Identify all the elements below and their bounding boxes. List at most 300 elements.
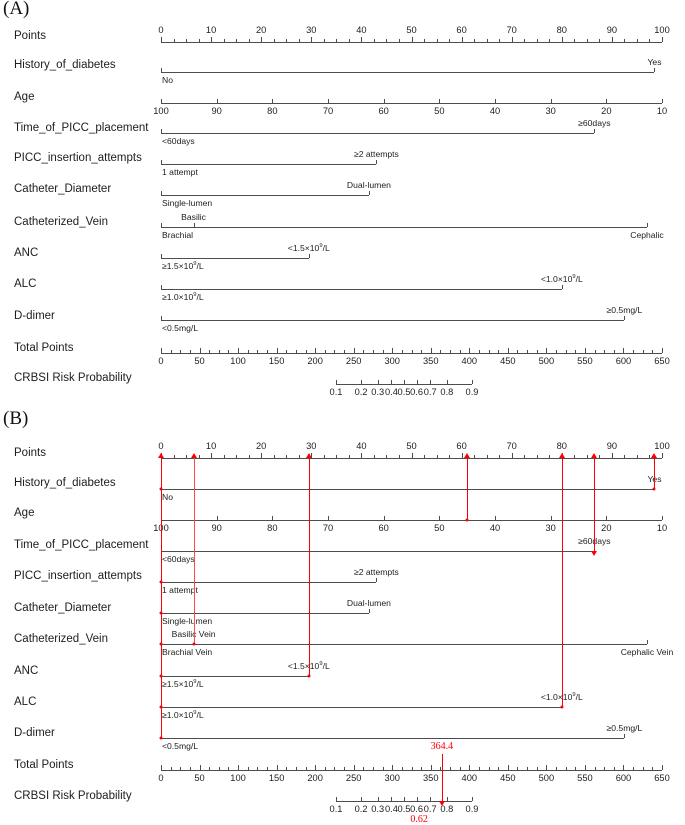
attempts-scale-level-label: ≥2 attempts (354, 149, 399, 159)
age-tick-label: 40 (489, 106, 501, 116)
total-points-tick-label: 350 (423, 773, 439, 783)
total-points-minor-tick (450, 767, 451, 770)
total-points-tick (623, 348, 624, 353)
points-axis-b-minor-tick (549, 455, 550, 458)
points-axis-b-minor-tick (199, 455, 200, 458)
reading-point-zero (160, 643, 163, 646)
vein-basilic-label: Basilic Vein (171, 629, 216, 639)
points-axis-major-tick (462, 37, 463, 42)
points-axis-tick-label: 30 (306, 25, 317, 35)
points-axis-b-tick-label: 40 (356, 441, 367, 451)
points-axis-minor-tick (349, 39, 350, 42)
risk-tick (336, 797, 337, 801)
total-points-tick-label: 650 (654, 356, 670, 366)
row-label-picc-time-b: Time_of_PICC_placement (14, 539, 149, 551)
age-tick-label: 90 (211, 106, 222, 116)
total-points-tick-label: 400 (461, 773, 478, 783)
ddimer-scale-cap-tick (161, 316, 162, 320)
points-axis-tick-label: 100 (654, 25, 670, 35)
total-points-tick-label: 100 (230, 773, 246, 783)
total-points-tick-label: 500 (538, 356, 555, 366)
total-points-tick (662, 348, 663, 353)
age-tick (662, 99, 663, 103)
points-axis-minor-tick (499, 39, 500, 42)
total-points-minor-tick (604, 350, 605, 353)
row-label-ddimer: D-dimer (14, 310, 55, 322)
risk-tick (391, 797, 392, 801)
diabetes-scale-b-level-label: No (162, 492, 173, 502)
reading-line-anc (309, 458, 310, 677)
age-tick (439, 99, 440, 103)
risk-tick (430, 797, 431, 801)
points-axis-b-minor-tick (374, 455, 375, 458)
total-points-minor-tick (460, 767, 461, 770)
points-axis-tick-label: 20 (256, 25, 267, 35)
ddimer-scale-level-label: ≥0.5mg/L (606, 305, 643, 315)
points-axis-b-minor-tick (424, 455, 425, 458)
ddimer-scale-b-level-label: ≥0.5mg/L (606, 723, 643, 733)
row-label-alc: ALC (14, 278, 37, 290)
points-axis-b-tick-label: 60 (456, 441, 467, 451)
vein-scale-line (161, 227, 647, 228)
total-points-tick (238, 765, 239, 770)
total-points-minor-tick (306, 767, 307, 770)
alc-scale-b-level-label: $<1.0\times 10^9/L$ (540, 692, 583, 702)
vein-scale-cap-tick (647, 223, 648, 227)
reading-arrowhead-risk (439, 801, 445, 806)
total-points-tick (277, 765, 278, 770)
points-axis-minor-tick (574, 39, 575, 42)
points-axis-b-minor-tick (386, 455, 387, 458)
risk-tick-label: 0.4 (384, 387, 398, 397)
age-tick (328, 516, 329, 520)
points-axis-tick-label: 50 (406, 25, 417, 35)
age-tick-label: 30 (545, 106, 556, 116)
reading-point-anc (307, 675, 310, 678)
points-axis-major-tick (562, 37, 563, 42)
total-points-tick-label: 150 (268, 773, 285, 783)
points-axis-b-minor-tick (524, 455, 525, 458)
total-points-minor-tick (421, 350, 422, 353)
points-axis-minor-tick (324, 39, 325, 42)
row-label-risk: CRBSI Risk Probability (14, 372, 132, 384)
reading-point-alc (560, 706, 563, 709)
picc-time-scale-level-label: ≥60days (578, 118, 611, 128)
age-tick (217, 99, 218, 103)
vein-scale-level-label: Cephalic (630, 230, 664, 240)
total-points-minor-tick (171, 350, 172, 353)
picc-time-scale-b-level-label: ≥60days (578, 536, 611, 546)
total-points-tick-label: 300 (384, 356, 400, 366)
anc-scale-b-level-label: $\ge 1.5\times 10^9/L$ (162, 679, 204, 689)
alc-scale-cap-tick (161, 285, 162, 289)
diabetes-scale-cap-tick (161, 68, 162, 72)
row-label-attempts-b: PICC_insertion_attempts (14, 570, 142, 582)
age-tick-label: 60 (378, 106, 389, 116)
points-axis-minor-tick (537, 39, 538, 42)
total-points-minor-tick (402, 350, 403, 353)
age-tick-label: 20 (601, 106, 612, 116)
anc-scale-level-label: $<1.5\times 10^9/L$ (287, 243, 330, 253)
diameter-scale-b-level-label: Single-lumen (162, 616, 213, 626)
points-axis-b-minor-tick (349, 455, 350, 458)
total-points-tick (662, 765, 663, 770)
total-points-minor-tick (219, 767, 220, 770)
reading-point-basilic (192, 643, 195, 646)
points-axis-minor-tick (524, 39, 525, 42)
points-axis-minor-tick (437, 39, 438, 42)
points-axis-b-major-tick (612, 453, 613, 458)
risk-tick (378, 797, 379, 801)
risk-tick (430, 380, 431, 384)
row-label-picc-time: Time_of_PICC_placement (14, 122, 149, 134)
age-tick (272, 516, 273, 520)
risk-scale-b-line (336, 801, 472, 802)
points-axis-b-minor-tick (587, 455, 588, 458)
total-points-minor-tick (498, 350, 499, 353)
points-axis-major-tick (161, 37, 162, 42)
risk-tick-label: 0.9 (465, 804, 479, 814)
total-points-minor-tick (643, 350, 644, 353)
panel-b (0, 408, 685, 825)
panel-b-label: (B) (3, 408, 29, 429)
picc-time-scale-cap-tick (161, 129, 162, 133)
total-points-minor-tick (334, 767, 335, 770)
points-axis-b-minor-tick (624, 455, 625, 458)
vein-scale-b-line (161, 644, 647, 645)
total-points-tick (392, 348, 393, 353)
alc-scale-level-label: $<1.0\times 10^9/L$ (540, 274, 583, 284)
points-axis-b-minor-tick (537, 455, 538, 458)
picc-time-scale-b-level-label: <60days (162, 554, 195, 564)
total-points-minor-tick (652, 767, 653, 770)
total-points-minor-tick (286, 350, 287, 353)
total-points-tick-label: 0 (158, 356, 164, 366)
risk-tick (361, 797, 362, 801)
attempts-scale-b-level-label: ≥2 attempts (354, 567, 399, 577)
total-points-minor-tick (267, 767, 268, 770)
total-points-minor-tick (421, 767, 422, 770)
alc-scale-b-level-label: $\ge 1.0\times 10^9/L$ (162, 710, 204, 720)
total-points-tick-label: 100 (230, 356, 246, 366)
age-tick-label: 50 (434, 523, 445, 533)
points-axis-minor-tick (249, 39, 250, 42)
points-axis-b-minor-tick (299, 455, 300, 458)
total-points-tick-label: 400 (461, 356, 478, 366)
total-points-value: 364.4 (430, 741, 454, 752)
points-axis-tick-label: 60 (456, 25, 467, 35)
reading-line-basilic (194, 458, 195, 645)
points-axis-tick-label: 40 (356, 25, 367, 35)
vein-scale-b-level-label: Cephalic Vein (620, 647, 674, 657)
risk-tick (336, 380, 337, 384)
total-points-minor-tick (566, 350, 567, 353)
age-tick-label: 70 (322, 106, 334, 116)
age-tick-label: 100 (153, 106, 169, 116)
total-points-minor-tick (228, 350, 229, 353)
age-tick-label: 50 (434, 106, 445, 116)
anc-scale-cap-tick (161, 254, 162, 258)
vein-basilic-tick (194, 223, 195, 227)
points-axis-b-tick-label: 30 (306, 441, 317, 451)
points-axis-minor-tick (474, 39, 475, 42)
points-axis-b-minor-tick (174, 455, 175, 458)
points-axis-minor-tick (174, 39, 175, 42)
total-points-tick (354, 765, 355, 770)
total-points-minor-tick (228, 767, 229, 770)
diameter-scale-level-label: Single-lumen (162, 198, 213, 208)
vein-basilic-label: Basilic (181, 212, 206, 222)
age-tick (495, 99, 496, 103)
diameter-scale-level-label: Dual-lumen (346, 180, 391, 190)
age-tick (384, 516, 385, 520)
age-tick (439, 516, 440, 520)
age-tick-label: 20 (601, 523, 612, 533)
points-axis-major-tick (211, 37, 212, 42)
total-points-minor-tick (325, 350, 326, 353)
points-axis-major-tick (662, 37, 663, 42)
diameter-scale-b-level-label: Dual-lumen (346, 598, 391, 608)
total-points-minor-tick (296, 767, 297, 770)
points-axis-b-tick-label: 90 (606, 441, 618, 451)
risk-tick-label: 0.5 (397, 804, 411, 814)
row-label-anc-b: ANC (14, 665, 39, 677)
total-points-scale-b-line (161, 770, 662, 771)
risk-tick (391, 380, 392, 384)
total-points-minor-tick (286, 767, 287, 770)
attempts-scale-b-cap-tick (376, 578, 377, 582)
points-axis-minor-tick (186, 39, 187, 42)
total-points-minor-tick (479, 350, 480, 353)
ddimer-scale-line (161, 320, 624, 321)
risk-tick-label: 0.8 (440, 804, 454, 814)
reading-point-zero (160, 706, 163, 709)
age-tick (495, 516, 496, 520)
points-axis-b-tick-label: 50 (406, 441, 417, 451)
risk-tick (361, 380, 362, 384)
age-tick (384, 99, 385, 103)
total-points-minor-tick (363, 767, 364, 770)
age-tick-label: 70 (322, 523, 334, 533)
diabetes-scale-cap-tick (654, 68, 655, 72)
total-points-tick-label: 350 (423, 356, 439, 366)
points-axis-b-minor-tick (599, 455, 600, 458)
total-points-minor-tick (325, 767, 326, 770)
age-tick (161, 99, 162, 103)
anc-scale-line (161, 258, 309, 259)
risk-tick-label: 0.3 (371, 387, 385, 397)
age-tick-label: 60 (378, 523, 389, 533)
total-points-minor-tick (537, 350, 538, 353)
attempts-scale-line (161, 164, 376, 165)
total-points-tick-label: 150 (268, 356, 285, 366)
total-points-tick (623, 765, 624, 770)
total-points-minor-tick (383, 767, 384, 770)
reading-arrow-alc (559, 453, 565, 458)
points-axis-major-tick (261, 37, 262, 42)
age-tick-label: 80 (267, 523, 278, 533)
total-points-tick-label: 550 (577, 773, 593, 783)
points-axis-minor-tick (236, 39, 237, 42)
vein-scale-cap-tick (161, 223, 162, 227)
total-points-tick-label: 250 (345, 356, 362, 366)
total-points-tick (508, 348, 509, 353)
points-axis-b-tick-label: 0 (158, 441, 164, 451)
total-points-minor-tick (373, 767, 374, 770)
row-label-age-b: Age (14, 507, 35, 519)
panel-a (0, 0, 685, 410)
attempts-scale-b-level-label: 1 attempt (162, 585, 198, 595)
points-axis-minor-tick (637, 39, 638, 42)
risk-tick-label: 0.2 (354, 804, 368, 814)
row-label-ddimer-b: D-dimer (14, 727, 55, 739)
total-points-minor-tick (296, 350, 297, 353)
points-axis-b-tick-label: 20 (256, 441, 267, 451)
total-points-tick-label: 200 (307, 356, 323, 366)
total-points-minor-tick (180, 350, 181, 353)
risk-tick-label: 0.1 (329, 804, 343, 814)
total-points-minor-tick (575, 350, 576, 353)
total-points-tick (508, 765, 509, 770)
total-points-minor-tick (267, 350, 268, 353)
points-axis-tick-label: 80 (556, 25, 567, 35)
total-points-tick-label: 200 (307, 773, 323, 783)
total-points-tick-label: 600 (615, 356, 632, 366)
points-axis-b-major-tick (662, 453, 663, 458)
row-label-diabetes-b: History_of_diabetes (14, 477, 116, 489)
points-axis-minor-tick (587, 39, 588, 42)
total-points-minor-tick (257, 767, 258, 770)
total-points-minor-tick (595, 767, 596, 770)
points-axis-minor-tick (286, 39, 287, 42)
age-tick-label: 100 (153, 523, 169, 533)
total-points-minor-tick (373, 350, 374, 353)
total-points-minor-tick (633, 350, 634, 353)
reading-point-zero (160, 488, 163, 491)
total-points-minor-tick (344, 350, 345, 353)
points-axis-b-tick-label: 10 (205, 441, 217, 451)
risk-tick-label: 0.7 (423, 804, 437, 814)
total-points-tick (315, 765, 316, 770)
reading-point-zero (160, 612, 163, 615)
risk-tick (417, 797, 418, 801)
risk-tick-label: 0.8 (440, 387, 454, 397)
points-axis-tick-label: 90 (606, 25, 618, 35)
total-points-minor-tick (248, 350, 249, 353)
points-axis-tick-label: 10 (205, 25, 217, 35)
age-tick (662, 516, 663, 520)
risk-tick-label: 0.4 (384, 804, 398, 814)
ddimer-scale-b-level-label: <0.5mg/L (162, 741, 199, 751)
total-points-minor-tick (498, 767, 499, 770)
total-points-tick-label: 550 (577, 356, 593, 366)
total-points-tick (161, 348, 162, 353)
total-points-minor-tick (527, 767, 528, 770)
total-points-minor-tick (633, 767, 634, 770)
total-points-minor-tick (595, 350, 596, 353)
total-points-minor-tick (450, 350, 451, 353)
points-axis-b-minor-tick (637, 455, 638, 458)
risk-probability-value: 0.62 (410, 814, 428, 825)
points-axis-tick-label: 0 (158, 25, 164, 35)
age-tick (217, 516, 218, 520)
total-points-tick (392, 765, 393, 770)
total-points-minor-tick (566, 767, 567, 770)
total-points-minor-tick (190, 350, 191, 353)
total-points-tick (200, 765, 201, 770)
points-axis-minor-tick (336, 39, 337, 42)
row-label-age: Age (14, 91, 35, 103)
age-tick-label: 10 (656, 106, 668, 116)
age-scale-line (161, 103, 662, 104)
total-points-minor-tick (527, 350, 528, 353)
row-label-risk-b: CRBSI Risk Probability (14, 790, 132, 802)
total-points-minor-tick (652, 350, 653, 353)
points-axis-minor-tick (649, 39, 650, 42)
diabetes-scale-b-level-label: Yes (647, 474, 662, 484)
anc-scale-level-label: $\ge 1.5\times 10^9/L$ (162, 261, 204, 271)
total-points-tick (277, 348, 278, 353)
reading-point-age (465, 519, 468, 522)
risk-tick (447, 797, 448, 801)
points-axis-minor-tick (449, 39, 450, 42)
reading-line-picc-time (594, 458, 595, 552)
vein-scale-level-label: Brachial (162, 230, 194, 240)
points-axis-major-tick (612, 37, 613, 42)
points-axis-b-tick-label: 100 (654, 441, 670, 451)
age-tick (606, 99, 607, 103)
attempts-scale-cap-tick (376, 160, 377, 164)
points-axis-b-minor-tick (186, 455, 187, 458)
ddimer-scale-b-cap-tick (624, 734, 625, 738)
points-axis-b-line (161, 458, 662, 459)
total-points-minor-tick (209, 350, 210, 353)
total-points-tick-label: 600 (615, 773, 632, 783)
total-points-tick-label: 650 (654, 773, 670, 783)
age-tick-label: 30 (545, 523, 556, 533)
points-axis-b-minor-tick (487, 455, 488, 458)
total-points-minor-tick (643, 767, 644, 770)
diabetes-scale-line (161, 72, 654, 73)
points-axis-b-minor-tick (574, 455, 575, 458)
risk-scale-line (336, 384, 472, 385)
row-label-total-points: Total Points (14, 342, 74, 354)
vein-scale-b-level-label: Brachial Vein (162, 647, 213, 657)
points-axis-minor-tick (599, 39, 600, 42)
points-axis-b-minor-tick (649, 455, 650, 458)
points-axis-b-minor-tick (236, 455, 237, 458)
total-points-tick-label: 0 (158, 773, 164, 783)
points-axis-b-minor-tick (437, 455, 438, 458)
points-axis-b-minor-tick (286, 455, 287, 458)
total-points-tick (354, 348, 355, 353)
total-points-minor-tick (489, 767, 490, 770)
row-label-vein: Catheterized_Vein (14, 216, 108, 228)
points-axis-b-major-tick (512, 453, 513, 458)
total-points-minor-tick (479, 767, 480, 770)
age-tick-label: 10 (656, 523, 668, 533)
row-label-diameter-b: Catheter_Diameter (14, 602, 112, 614)
total-points-minor-tick (556, 350, 557, 353)
points-axis-b-minor-tick (474, 455, 475, 458)
total-points-minor-tick (180, 767, 181, 770)
row-label-points-b: Points (14, 447, 46, 459)
points-axis-b-minor-tick (224, 455, 225, 458)
picc-time-scale-level-label: <60days (162, 136, 195, 146)
risk-tick-label: 0.6 (410, 387, 424, 397)
risk-tick (472, 797, 473, 801)
points-axis-minor-tick (549, 39, 550, 42)
